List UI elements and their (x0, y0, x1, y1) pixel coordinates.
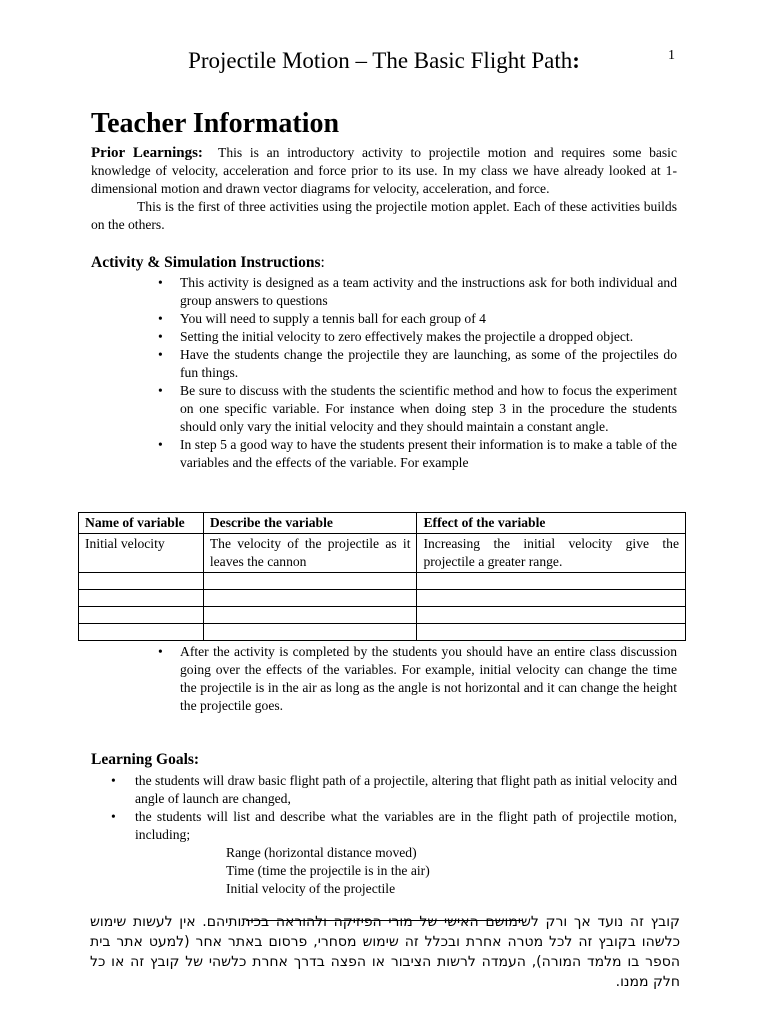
variables-sub-list (226, 844, 430, 898)
list-item: • You will need to supply a tennis ball for each group of 4 (158, 311, 486, 326)
activity-instructions-heading (91, 254, 325, 272)
list-item: • Setting the initial velocity to zero effectively makes the projectile a dropped object. (158, 329, 634, 344)
table-header: Effect of the variable (417, 513, 686, 534)
prior-learnings-label: Prior Learnings: (91, 145, 203, 161)
table-row-empty (79, 607, 686, 624)
page-number: 1 (668, 48, 675, 63)
activity-heading-text: Activity & Simulation Instructions (91, 254, 321, 271)
learning-goals-heading: Learning Goals: (91, 751, 200, 768)
table-row-empty (79, 624, 686, 641)
sub-item: Time (time the projectile is in the air) (226, 863, 430, 878)
list-item: • This activity is designed as a team activity and the instructions ask for both individual and group answers to questions (158, 275, 677, 308)
page-title-colon: : (572, 48, 580, 73)
list-item: • In step 5 a good way to have the students present their information is to make a table of the variables and the effects of the variable. For example (158, 437, 677, 470)
list-item: • the students will draw basic flight path of a projectile, altering that flight path as initial velocity and angle of launch are changed, (111, 773, 677, 806)
learning-goals-list (111, 772, 677, 844)
table-cell: Increasing the initial velocity give the projectile a greater range. (417, 534, 686, 573)
table-header-row (79, 513, 686, 534)
page-title-text: Projectile Motion – The Basic Flight Path (188, 48, 573, 73)
teacher-information-heading: Teacher Information (91, 108, 340, 139)
activity-heading-colon: : (320, 254, 325, 271)
table-row-empty (79, 573, 686, 590)
page-title (0, 48, 768, 74)
sub-item: Range (horizontal distance moved) (226, 845, 417, 860)
prior-learnings-paragraph (91, 144, 677, 198)
list-item: • the students will list and describe what the variables are in the flight path of projectile motion, including; (111, 809, 677, 842)
variables-table (78, 512, 686, 641)
sub-item: Initial velocity of the projectile (226, 881, 396, 896)
list-item: • Have the students change the projectile they are launching, as some of the projectiles do fun things. (158, 347, 677, 380)
table-row-empty (79, 590, 686, 607)
activity-followup-list (158, 643, 677, 715)
table-cell: Initial velocity (79, 534, 204, 573)
table-cell: The velocity of the projectile as it leaves the cannon (203, 534, 417, 573)
list-item: • Be sure to discuss with the students the scientific method and how to focus the experiment on one specific variable. For instance when doing step 3 in the procedure the students should only vary the initial velocity and they should maintain a constant angle. (158, 383, 677, 434)
table-row (79, 534, 686, 573)
prior-learnings-paragraph-2: This is the first of three activities using the projectile motion applet. Each of these activities builds on the others. (91, 199, 677, 232)
copyright-notice: קובץ זה נועד אך ורק לשימושם האישי של מורי הפיזיקה ולהוראה בכיתותיהם. אין לעשות שימוש כלשהו בקובץ זה לכל מטרה אחרת ובכלל זה שימוש מסחרי, פרסום באתר אחר (למעט אתר בית הספר בו מלמד המורה), העמדה לרשות הציבור או הפצה בדרך אחרת כלשהי של קובץ זה או כל חלק ממנו. (90, 914, 680, 990)
list-item: • After the activity is completed by the students you should have an entire class discussion going over the effects of the variables. For example, initial velocity can change the time the projectile is in the air as long as the angle is not horizontal and it can change the height the projectile goes. (158, 644, 677, 713)
prior-learnings-text: This is an introductory activity to projectile motion and requires some basic knowledge of velocity, acceleration and force prior to its use. In my class we have already looked at 1-dimensional motion and drawn vector diagrams for velocity, acceleration, and force. (91, 145, 677, 196)
activity-instructions-list (158, 274, 677, 472)
table-header: Describe the variable (203, 513, 417, 534)
table-header: Name of variable (79, 513, 204, 534)
